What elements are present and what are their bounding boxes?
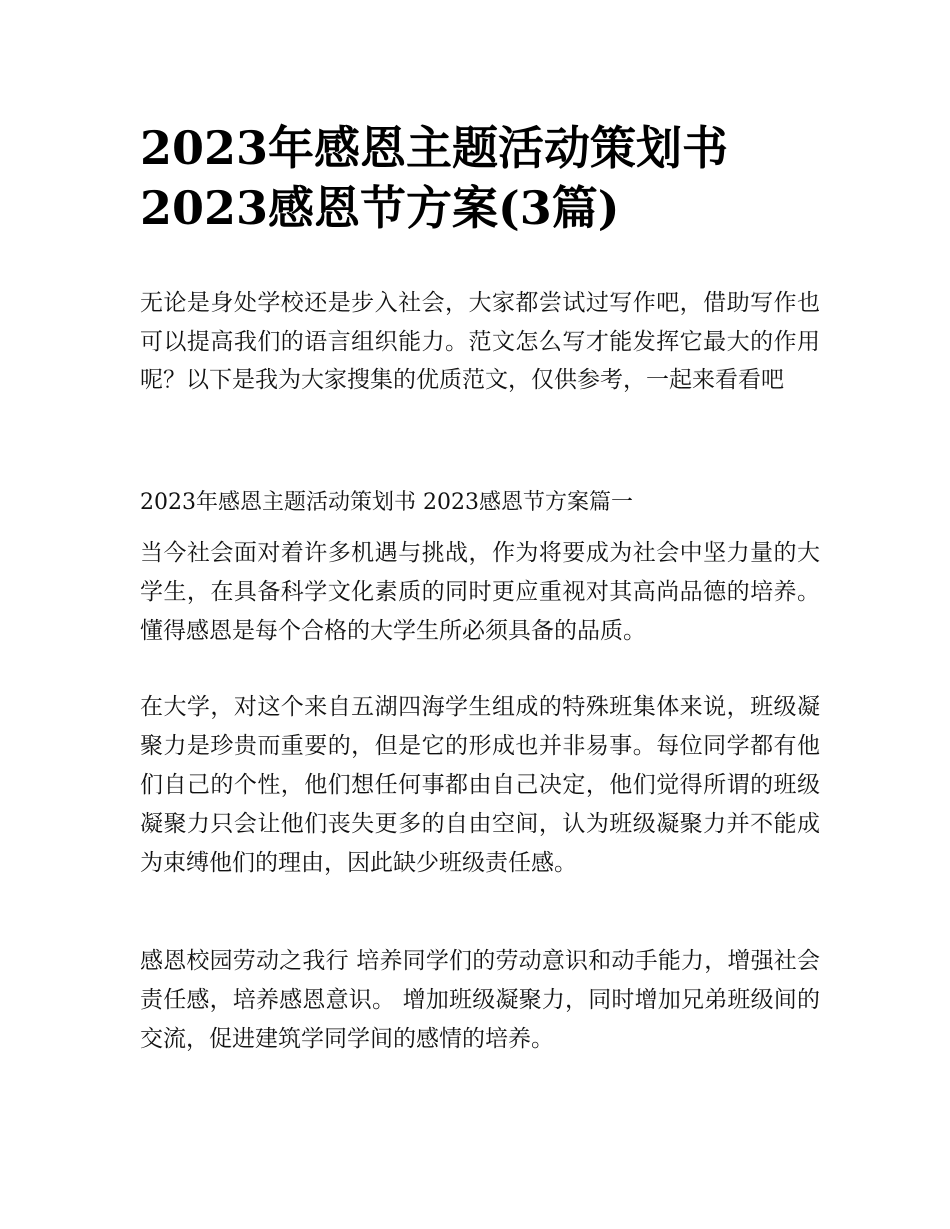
document-title: 2023年感恩主题活动策划书 2023感恩节方案(3篇) [140, 121, 729, 235]
body-paragraph: 在大学，对这个来自五湖四海学生组成的特殊班集体来说，班级凝聚力是珍贵而重要的，但是它的形成也并非易事。每位同学都有他们自己的个性，他们想任何事都由自己决定，他们觉得所谓的班级凝聚力只会让他们丧失更多的自由空间，认为班级凝聚力并不能成为束缚他们的理由，因此缺少班级责任感。 [140, 694, 820, 876]
section-heading: 2023年感恩主题活动策划书 2023感恩节方案篇一 [140, 490, 633, 515]
intro-paragraph: 无论是身处学校还是步入社会，大家都尝试过写作吧，借助写作也可以提高我们的语言组织能力。范文怎么写才能发挥它最大的作用呢？以下是我为大家搜集的优质范文，仅供参考，一起来看看吧 [140, 290, 820, 393]
body-paragraph: 感恩校园劳动之我行 培养同学们的劳动意识和动手能力，增强社会责任感，培养感恩意识。 增加班级凝聚力，同时增加兄弟班级间的交流，促进建筑学同学间的感情的培养。 [140, 948, 820, 1052]
body-paragraph: 当今社会面对着许多机遇与挑战，作为将要成为社会中坚力量的大学生，在具备科学文化素质的同时更应重视对其高尚品德的培养。懂得感恩是每个合格的大学生所必须具备的品质。 [140, 540, 820, 644]
